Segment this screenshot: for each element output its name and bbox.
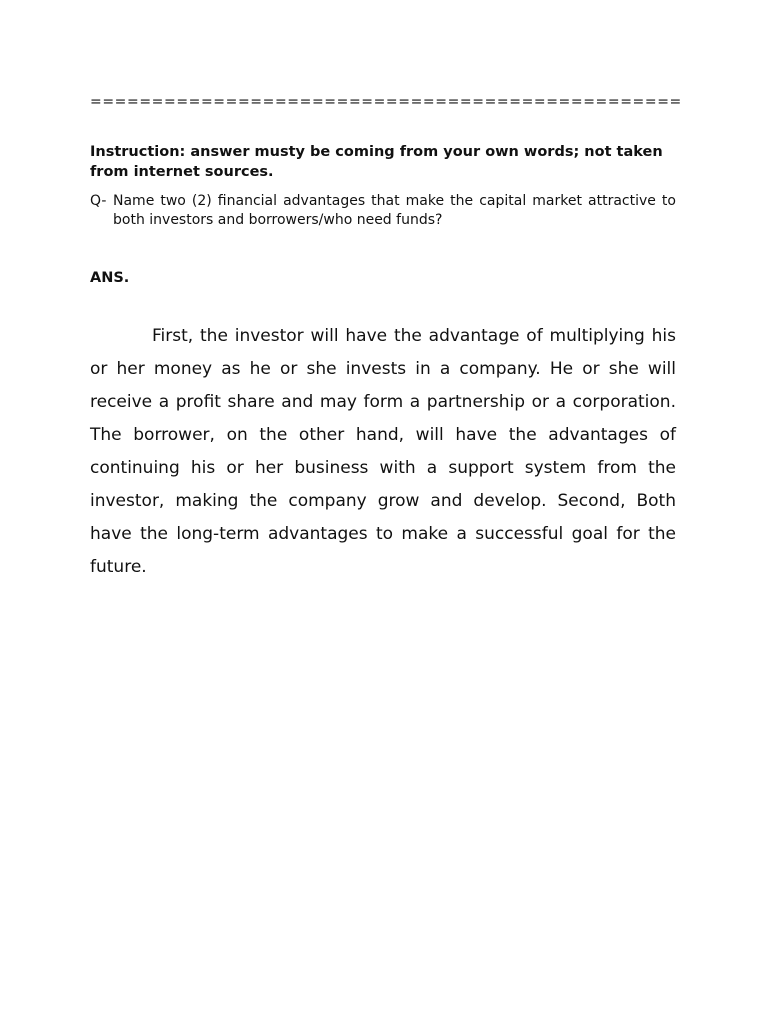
question-block (90, 192, 676, 230)
question-text: Name two (2) financial advantages that make the capital market attractive to both investors and borrowers/who need funds? (113, 193, 676, 228)
separator-line: ================================================ (90, 94, 682, 110)
answer-paragraph: First, the investor will have the advantage of multiplying his or her money as he or she invests in a company. He or she will receive a profit share and may form a partnership or a corporation. The borrower, on the other hand, will have the advantages of continuing his or her business with a support system from the investor, making the company grow and develop. Second, Both have the long-term advantages to make a successful goal for the future. (90, 326, 676, 577)
instruction-text: Instruction: answer musty be coming from your own words; not taken from internet sources. (90, 144, 663, 180)
question-prefix: Q- (90, 193, 107, 209)
answer-label: ANS. (90, 270, 130, 286)
